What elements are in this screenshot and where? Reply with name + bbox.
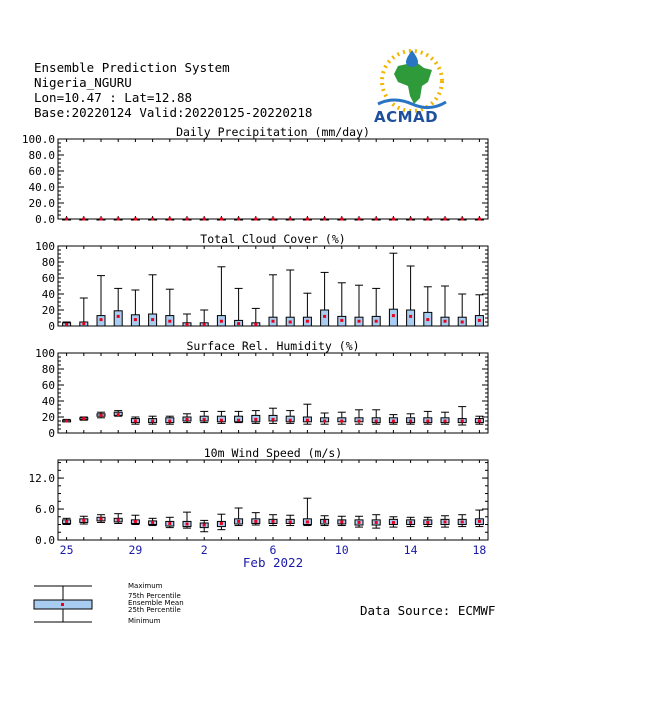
box-day-3 (97, 218, 105, 221)
box-day-13 (269, 408, 277, 423)
mean-marker (289, 321, 292, 324)
legend-minimum: Minimum (128, 617, 161, 625)
box-day-6 (149, 218, 157, 221)
box-day-3 (97, 412, 105, 418)
mean-marker (237, 520, 240, 523)
y-tick-label: 100 (35, 240, 55, 253)
mean-marker (254, 520, 257, 523)
mean-marker (151, 318, 154, 321)
mean-marker (134, 420, 137, 423)
box-day-16 (321, 516, 329, 526)
box-day-13 (269, 218, 277, 221)
chart-panel-3 (35, 339, 488, 440)
box-day-8 (183, 314, 191, 326)
mean-marker (375, 218, 378, 221)
mean-marker (306, 520, 309, 523)
iqr-box (389, 309, 397, 326)
mean-marker (323, 420, 326, 423)
box-day-18 (355, 516, 363, 527)
box-day-10 (217, 267, 225, 326)
y-tick-label: 6.0 (35, 503, 55, 517)
box-day-4 (114, 218, 122, 221)
mean-marker (168, 320, 171, 323)
mean-marker (134, 520, 137, 523)
chart-panel-2 (35, 232, 488, 333)
box-day-6 (149, 518, 157, 525)
mean-marker (426, 521, 429, 524)
mean-marker (392, 218, 395, 221)
legend-maximum: Maximum (128, 582, 163, 590)
box-day-21 (407, 218, 415, 221)
mean-marker (375, 521, 378, 524)
mean-marker (323, 218, 326, 221)
box-day-2 (80, 516, 88, 524)
box-day-2 (80, 417, 88, 420)
mean-marker (237, 218, 240, 221)
mean-marker (289, 520, 292, 523)
mean-marker (168, 218, 171, 221)
chart-title: Daily Precipitation (mm/day) (176, 125, 370, 139)
y-tick-label: 0.0 (35, 213, 55, 226)
mean-marker (82, 218, 85, 221)
mean-marker (134, 218, 137, 221)
box-day-10 (217, 514, 225, 529)
box-day-19 (372, 218, 380, 221)
box-day-2 (80, 298, 88, 326)
y-tick-label: 0 (48, 427, 55, 440)
mean-marker (65, 218, 68, 221)
mean-marker (409, 218, 412, 221)
y-tick-label: 100 (35, 347, 55, 360)
mean-marker (272, 520, 275, 523)
x-date-label: 14 (403, 543, 418, 557)
box-day-17 (338, 283, 346, 326)
box-day-4 (114, 411, 122, 417)
box-day-13 (269, 275, 277, 326)
mean-marker (254, 418, 257, 421)
box-day-4 (114, 288, 122, 326)
mean-marker (220, 218, 223, 221)
mean-marker (306, 218, 309, 221)
mean-marker (444, 320, 447, 323)
mean-marker (478, 319, 481, 322)
mean-marker (117, 218, 120, 221)
iqr-box (407, 310, 415, 326)
mean-marker (151, 218, 154, 221)
y-tick-label: 80 (41, 363, 55, 376)
y-tick-label: 20 (41, 411, 55, 424)
mean-marker (461, 420, 464, 423)
y-tick-label: 40.0 (28, 181, 55, 194)
iqr-box (321, 310, 329, 326)
box-day-11 (235, 288, 243, 326)
mean-marker (289, 218, 292, 221)
box-day-24 (458, 515, 466, 527)
box-day-9 (200, 411, 208, 422)
box-day-4 (114, 514, 122, 524)
mean-marker (134, 318, 137, 321)
mean-marker (375, 320, 378, 323)
legend-ensemble-mean: Ensemble Mean (128, 599, 184, 607)
mean-marker (272, 218, 275, 221)
mean-marker (65, 420, 68, 423)
mean-marker (82, 322, 85, 325)
mean-marker (254, 323, 257, 326)
legend-75th-percentile: 75th Percentile (128, 592, 181, 600)
box-day-21 (407, 517, 415, 526)
x-date-label: 25 (59, 543, 74, 557)
box-day-11 (235, 508, 243, 526)
box-day-25 (475, 510, 483, 527)
mean-marker (168, 420, 171, 423)
mean-marker (409, 315, 412, 318)
mean-marker (426, 218, 429, 221)
box-day-19 (372, 515, 380, 528)
mean-marker (272, 320, 275, 323)
box-day-7 (166, 416, 174, 424)
mean-marker (478, 420, 481, 423)
mean-marker (220, 522, 223, 525)
box-day-2 (80, 218, 88, 221)
box-day-20 (389, 218, 397, 221)
box-day-16 (321, 272, 329, 326)
box-day-16 (321, 218, 329, 221)
mean-marker (340, 520, 343, 523)
box-day-19 (372, 410, 380, 424)
mean-marker (306, 419, 309, 422)
mean-marker (100, 218, 103, 221)
y-tick-label: 40 (41, 395, 55, 408)
chart-title: Surface Rel. Humidity (%) (186, 339, 360, 353)
box-day-15 (303, 498, 311, 525)
plot-frame (58, 460, 488, 540)
box-day-21 (407, 266, 415, 326)
mean-marker (203, 524, 206, 527)
mean-marker (220, 419, 223, 422)
box-day-1 (63, 218, 71, 221)
box-day-15 (303, 404, 311, 424)
box-day-17 (338, 516, 346, 525)
box-day-10 (217, 218, 225, 221)
mean-marker (151, 521, 154, 524)
y-tick-label: 60.0 (28, 165, 55, 178)
mean-marker (444, 218, 447, 221)
mean-marker (186, 323, 189, 326)
x-date-label: 6 (269, 543, 277, 557)
mean-marker (426, 420, 429, 423)
mean-marker (82, 417, 85, 420)
box-day-15 (303, 293, 311, 326)
box-day-1 (63, 322, 71, 326)
box-day-9 (200, 218, 208, 221)
mean-marker (272, 418, 275, 421)
mean-marker (444, 520, 447, 523)
mean-marker (409, 521, 412, 524)
y-tick-label: 80 (41, 256, 55, 269)
mean-marker (392, 420, 395, 423)
mean-marker (358, 218, 361, 221)
box-day-22 (424, 517, 432, 526)
mean-marker (203, 323, 206, 326)
x-date-label: 10 (334, 543, 349, 557)
box-day-18 (355, 218, 363, 221)
x-date-label: 18 (472, 543, 487, 557)
box-day-25 (475, 218, 483, 221)
mean-marker (186, 418, 189, 421)
mean-marker (237, 322, 240, 325)
iqr-box (114, 311, 122, 326)
mean-marker (358, 521, 361, 524)
mean-marker (409, 420, 412, 423)
y-tick-label: 12.0 (28, 472, 55, 486)
header-dates: Base:20220124 Valid:20220125-20220218 (34, 105, 313, 120)
x-date-label: 29 (128, 543, 143, 557)
mean-marker (478, 218, 481, 221)
mean-marker (186, 523, 189, 526)
box-day-5 (131, 290, 139, 326)
mean-marker (392, 521, 395, 524)
mean-marker (117, 518, 120, 521)
x-date-label: 2 (200, 543, 208, 557)
box-day-11 (235, 411, 243, 422)
box-day-23 (441, 412, 449, 424)
mean-marker (100, 414, 103, 417)
mean-marker (323, 315, 326, 318)
box-day-14 (286, 270, 294, 326)
y-tick-label: 0 (48, 320, 55, 333)
box-day-18 (355, 410, 363, 424)
mean-marker (461, 321, 464, 324)
mean-marker (461, 218, 464, 221)
box-day-14 (286, 411, 294, 424)
box-day-7 (166, 517, 174, 527)
box-day-22 (424, 287, 432, 326)
header-title: Ensemble Prediction System (34, 60, 230, 75)
y-tick-label: 20 (41, 304, 55, 317)
y-tick-label: 60 (41, 379, 55, 392)
mean-marker (237, 419, 240, 422)
box-day-14 (286, 515, 294, 525)
box-day-23 (441, 218, 449, 221)
mean-marker (100, 517, 103, 520)
chart-title: 10m Wind Speed (m/s) (203, 446, 343, 460)
box-day-24 (458, 407, 466, 425)
mean-marker (444, 420, 447, 423)
box-day-24 (458, 294, 466, 326)
box-day-19 (372, 288, 380, 326)
box-day-20 (389, 253, 397, 326)
acmad-logo-text: ACMAD (374, 108, 439, 126)
mean-marker (203, 418, 206, 421)
header-location: Nigeria_NGURU (34, 75, 132, 90)
box-day-5 (131, 515, 139, 524)
mean-marker (392, 314, 395, 317)
box-day-17 (338, 412, 346, 424)
box-day-15 (303, 218, 311, 221)
mean-marker (203, 218, 206, 221)
mean-marker (117, 413, 120, 416)
box-day-13 (269, 515, 277, 526)
y-tick-label: 100.0 (21, 133, 55, 146)
box-day-3 (97, 276, 105, 326)
plot-frame (58, 139, 488, 219)
box-day-6 (149, 275, 157, 326)
mean-marker (100, 318, 103, 321)
mean-marker (426, 318, 429, 321)
legend-box-symbol (30, 582, 96, 626)
mean-marker (65, 323, 68, 326)
box-day-22 (424, 411, 432, 424)
box-day-6 (149, 416, 157, 424)
box-day-5 (131, 218, 139, 221)
header-coordinates: Lon=10.47 : Lat=12.88 (34, 90, 193, 105)
box-day-20 (389, 517, 397, 527)
mean-marker (478, 520, 481, 523)
mean-marker (186, 218, 189, 221)
box-day-8 (183, 512, 191, 528)
box-day-7 (166, 218, 174, 221)
mean-marker (340, 218, 343, 221)
mean-marker (375, 420, 378, 423)
box-day-12 (252, 308, 260, 326)
mean-marker (151, 420, 154, 423)
box-day-8 (183, 218, 191, 221)
mean-marker (168, 522, 171, 525)
box-day-1 (63, 419, 71, 422)
y-tick-label: 60 (41, 272, 55, 285)
y-tick-label: 20.0 (28, 197, 55, 210)
box-day-12 (252, 218, 260, 221)
y-tick-label: 40 (41, 288, 55, 301)
mean-marker (254, 218, 257, 221)
box-day-7 (166, 289, 174, 326)
box-day-9 (200, 310, 208, 326)
chart-panel-1 (22, 125, 488, 226)
box-day-18 (355, 285, 363, 326)
data-source: Data Source: ECMWF (360, 603, 496, 618)
mean-marker (358, 320, 361, 323)
chart-panel-4 (29, 446, 489, 547)
box-day-23 (441, 286, 449, 326)
mean-marker (340, 420, 343, 423)
mean-marker (461, 520, 464, 523)
box-day-12 (252, 513, 260, 525)
x-month-label: Feb 2022 (242, 555, 304, 570)
box-day-20 (389, 415, 397, 425)
box-day-24 (458, 218, 466, 221)
mean-marker (340, 319, 343, 322)
mean-marker (289, 419, 292, 422)
box-day-10 (217, 411, 225, 423)
mean-marker (82, 519, 85, 522)
mean-marker (117, 315, 120, 318)
legend-25th-percentile: 25th Percentile (128, 606, 181, 614)
box-day-17 (338, 218, 346, 221)
chart-title: Total Cloud Cover (%) (200, 232, 346, 246)
y-tick-label: 80.0 (28, 149, 55, 162)
box-day-23 (441, 516, 449, 527)
box-day-16 (321, 413, 329, 424)
box-day-22 (424, 218, 432, 221)
mean-marker (358, 420, 361, 423)
box-day-11 (235, 218, 243, 221)
box-day-12 (252, 411, 260, 424)
box-day-5 (131, 417, 139, 424)
y-tick-label: 0.0 (35, 534, 55, 547)
box-day-14 (286, 218, 294, 221)
box-day-1 (63, 518, 71, 524)
box-day-21 (407, 414, 415, 424)
mean-marker (65, 520, 68, 523)
mean-marker (220, 320, 223, 323)
mean-marker (323, 520, 326, 523)
box-day-9 (200, 520, 208, 531)
box-day-3 (97, 515, 105, 523)
mean-marker (306, 320, 309, 323)
chart-legend (30, 582, 184, 630)
box-day-8 (183, 414, 191, 423)
